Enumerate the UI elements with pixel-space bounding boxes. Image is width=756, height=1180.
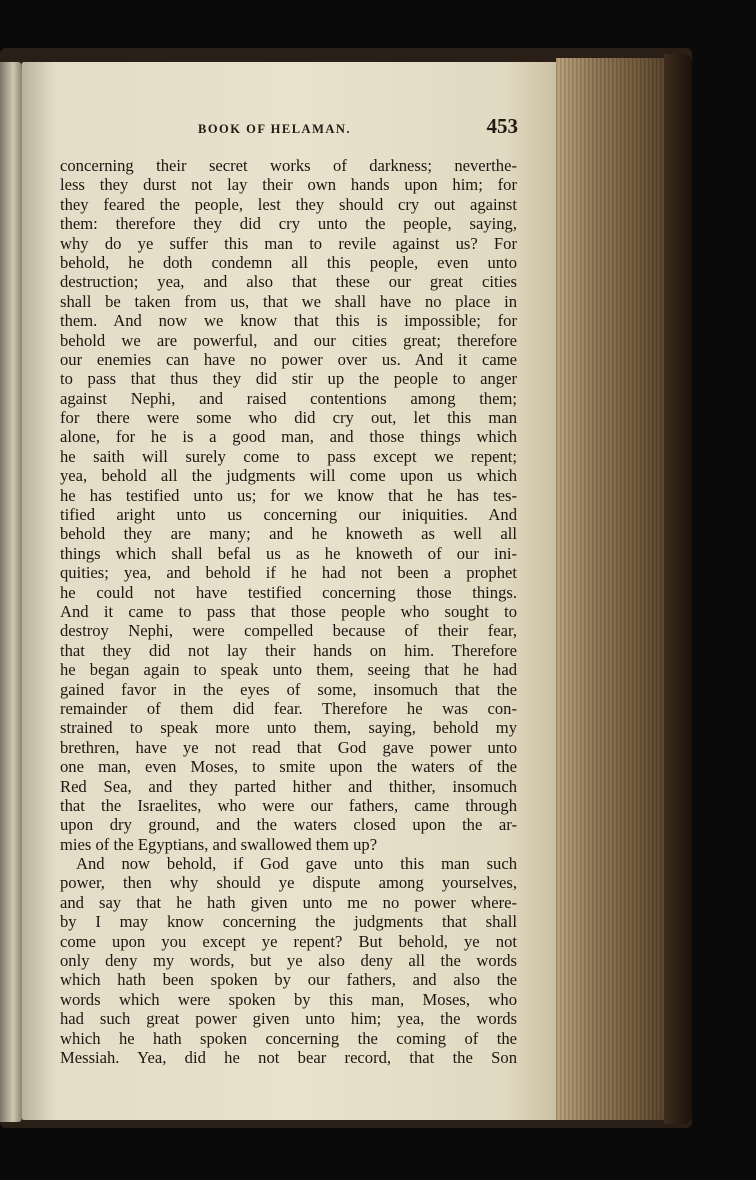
- text-line: why do ye suffer this man to revile against us? For: [60, 233, 517, 253]
- text-line: upon dry ground, and the waters closed upon the ar-: [60, 815, 517, 835]
- text-line: behold they are many; and he knoweth as well all: [60, 524, 517, 544]
- text-line: one man, even Moses, to smite upon the waters of the: [60, 757, 517, 777]
- text-line: behold, he doth condemn all this people, even unto: [60, 252, 517, 272]
- text-line: mies of the Egyptians, and swallowed them up?: [60, 834, 378, 854]
- text-line: which hath been spoken by our fathers, and also the: [60, 970, 517, 990]
- text-line: destruction; yea, and also that these our great cities: [60, 272, 517, 292]
- text-line: them. And now we know that this is impossible; for: [60, 311, 517, 331]
- text-line: things which shall befal us as he knoweth of our ini-: [60, 543, 517, 563]
- text-line: gained favor in the eyes of some, insomuch that the: [60, 679, 517, 699]
- text-line: they feared the people, lest they should cry out against: [60, 194, 517, 214]
- text-line: destroy Nephi, were compelled because of their fear,: [60, 621, 517, 641]
- facing-page-edge: [0, 62, 22, 1122]
- text-line: quities; yea, and behold if he had not been a prophet: [60, 563, 517, 583]
- text-line: that they did not lay their hands on him. Therefore: [60, 640, 517, 660]
- text-line: alone, for he is a good man, and those things which: [60, 427, 517, 447]
- text-line: our enemies can have no power over us. And it came: [60, 349, 517, 369]
- text-line: that the Israelites, who were our fathers, came through: [60, 795, 517, 815]
- page-number: 453: [486, 114, 518, 138]
- text-line: which he hath spoken concerning the coming of the: [60, 1028, 517, 1048]
- text-line: yea, behold all the judgments will come upon us which: [60, 466, 517, 486]
- text-line: to pass that thus they did stir up the people to anger: [60, 369, 517, 389]
- body-text: [60, 156, 517, 1067]
- page-header: [58, 114, 518, 142]
- text-line: against Nephi, and raised contentions among them;: [60, 388, 517, 408]
- text-line: he began again to speak unto them, seeing that he had: [60, 660, 517, 680]
- text-line: And now behold, if God gave unto this man such: [76, 854, 517, 874]
- text-line: he saith will surely come to pass except we repent;: [60, 446, 517, 466]
- text-line: shall be taken from us, that we shall have no place in: [60, 291, 517, 311]
- cover-edge: [664, 54, 692, 1124]
- text-line: only deny my words, but ye also deny all the words: [60, 951, 517, 971]
- text-line: by I may know concerning the judgments that shall: [60, 912, 517, 932]
- page-foredge: [556, 58, 668, 1120]
- text-line: Red Sea, and they parted hither and thither, insomuch: [60, 776, 517, 796]
- text-line: remainder of them did fear. Therefore he was con-: [60, 698, 517, 718]
- text-line: for there were some who did cry out, let this man: [60, 408, 517, 428]
- text-line: Messiah. Yea, did he not bear record, that the Son: [60, 1047, 517, 1067]
- text-line: concerning their secret works of darkness; neverthe-: [60, 156, 517, 175]
- text-line: tified aright unto us concerning our iniquities. And: [60, 505, 517, 525]
- text-line: less they durst not lay their own hands upon him; for: [60, 175, 517, 195]
- text-line: come upon you except ye repent? But behold, ye not: [60, 931, 517, 951]
- text-line: he could not have testified concerning those things.: [60, 582, 517, 602]
- text-line: strained to speak more unto them, saying, behold my: [60, 718, 517, 738]
- text-line: and say that he hath given unto me no power where-: [60, 892, 517, 912]
- text-line: he has testified unto us; for we know that he has tes-: [60, 485, 517, 505]
- text-line: brethren, have ye not read that God gave power unto: [60, 737, 517, 757]
- running-head: BOOK OF HELAMAN.: [198, 122, 352, 136]
- text-line: words which were spoken by this man, Moses, who: [60, 989, 517, 1009]
- text-line: them: therefore they did cry unto the people, saying,: [60, 214, 517, 234]
- text-line: power, then why should ye dispute among yourselves,: [60, 873, 517, 893]
- text-line: behold we are powerful, and our cities great; therefore: [60, 330, 517, 350]
- text-line: And it came to pass that those people who sought to: [60, 601, 517, 621]
- text-line: had such great power given unto him; yea, the words: [60, 1009, 517, 1029]
